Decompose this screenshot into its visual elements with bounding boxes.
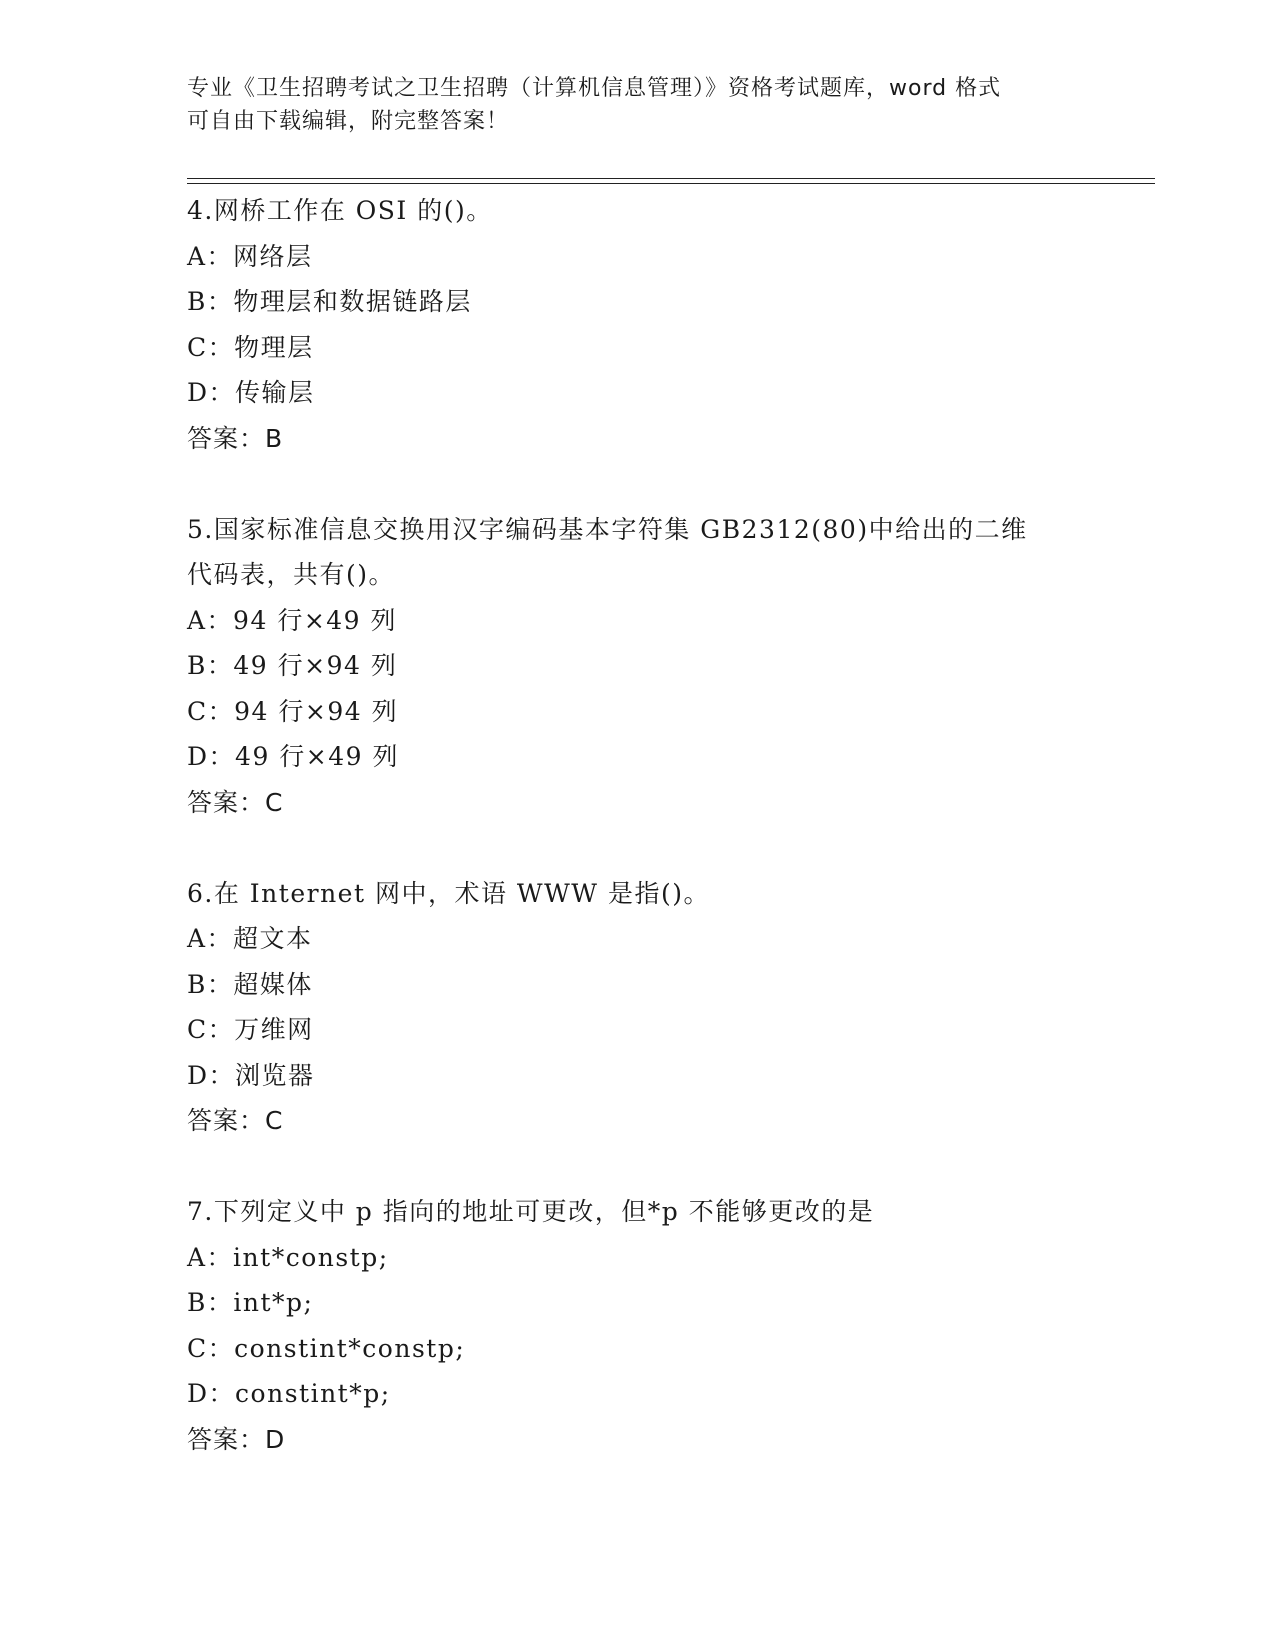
question-block — [187, 507, 1087, 826]
answer-option: B：49 行×94 列 — [187, 651, 398, 680]
answer-key: 答案：B — [187, 423, 284, 453]
header-rule-top — [187, 178, 1155, 179]
question-spacer — [187, 1144, 1087, 1190]
answer-key: 答案：C — [187, 787, 284, 817]
question-stem: 5.国家标准信息交换用汉字编码基本字符集 GB2312(80)中给出的二维 — [187, 514, 1028, 544]
header-line-2: 可自由下载编辑，附完整答案！ — [187, 109, 510, 134]
answer-option: A：int*constp; — [187, 1242, 389, 1272]
answer-option: A：网络层 — [187, 241, 313, 271]
answer-option: B：物理层和数据链路层 — [187, 287, 472, 316]
answer-option: A：超文本 — [187, 924, 313, 953]
question-spacer — [187, 825, 1087, 871]
answer-option: C：94 行×94 列 — [187, 696, 399, 726]
question-stem: 7.下列定义中 p 指向的地址可更改，但*p 不能够更改的是 — [187, 1197, 875, 1226]
question-stem: 代码表，共有()。 — [187, 560, 396, 589]
answer-option: D：传输层 — [187, 378, 315, 407]
answer-key: 答案：C — [187, 1106, 284, 1135]
answer-option: B：超媒体 — [187, 969, 313, 999]
question-block — [187, 1189, 1087, 1462]
answer-option: C：物理层 — [187, 332, 314, 362]
answer-option: D：浏览器 — [187, 1060, 315, 1090]
question-block — [187, 188, 1087, 461]
question-stem: 4.网桥工作在 OSI 的()。 — [187, 196, 493, 225]
answer-key: 答案：D — [187, 1424, 286, 1454]
answer-option: C：万维网 — [187, 1015, 314, 1044]
answer-option: D：constint*p; — [187, 1379, 391, 1408]
header-line-1: 专业《卫生招聘考试之卫生招聘（计算机信息管理）》资格考试题库，word 格式 — [187, 76, 1002, 101]
document-header — [187, 72, 1067, 138]
question-list — [187, 188, 1087, 1462]
answer-option: A：94 行×49 列 — [187, 605, 398, 635]
question-stem: 6.在 Internet 网中，术语 WWW 是指()。 — [187, 878, 710, 908]
question-spacer — [187, 461, 1087, 507]
question-block — [187, 871, 1087, 1144]
answer-option: D：49 行×49 列 — [187, 742, 400, 771]
answer-option: C：constint*constp; — [187, 1333, 466, 1363]
header-rule-bottom — [187, 183, 1155, 184]
answer-option: B：int*p; — [187, 1288, 314, 1317]
